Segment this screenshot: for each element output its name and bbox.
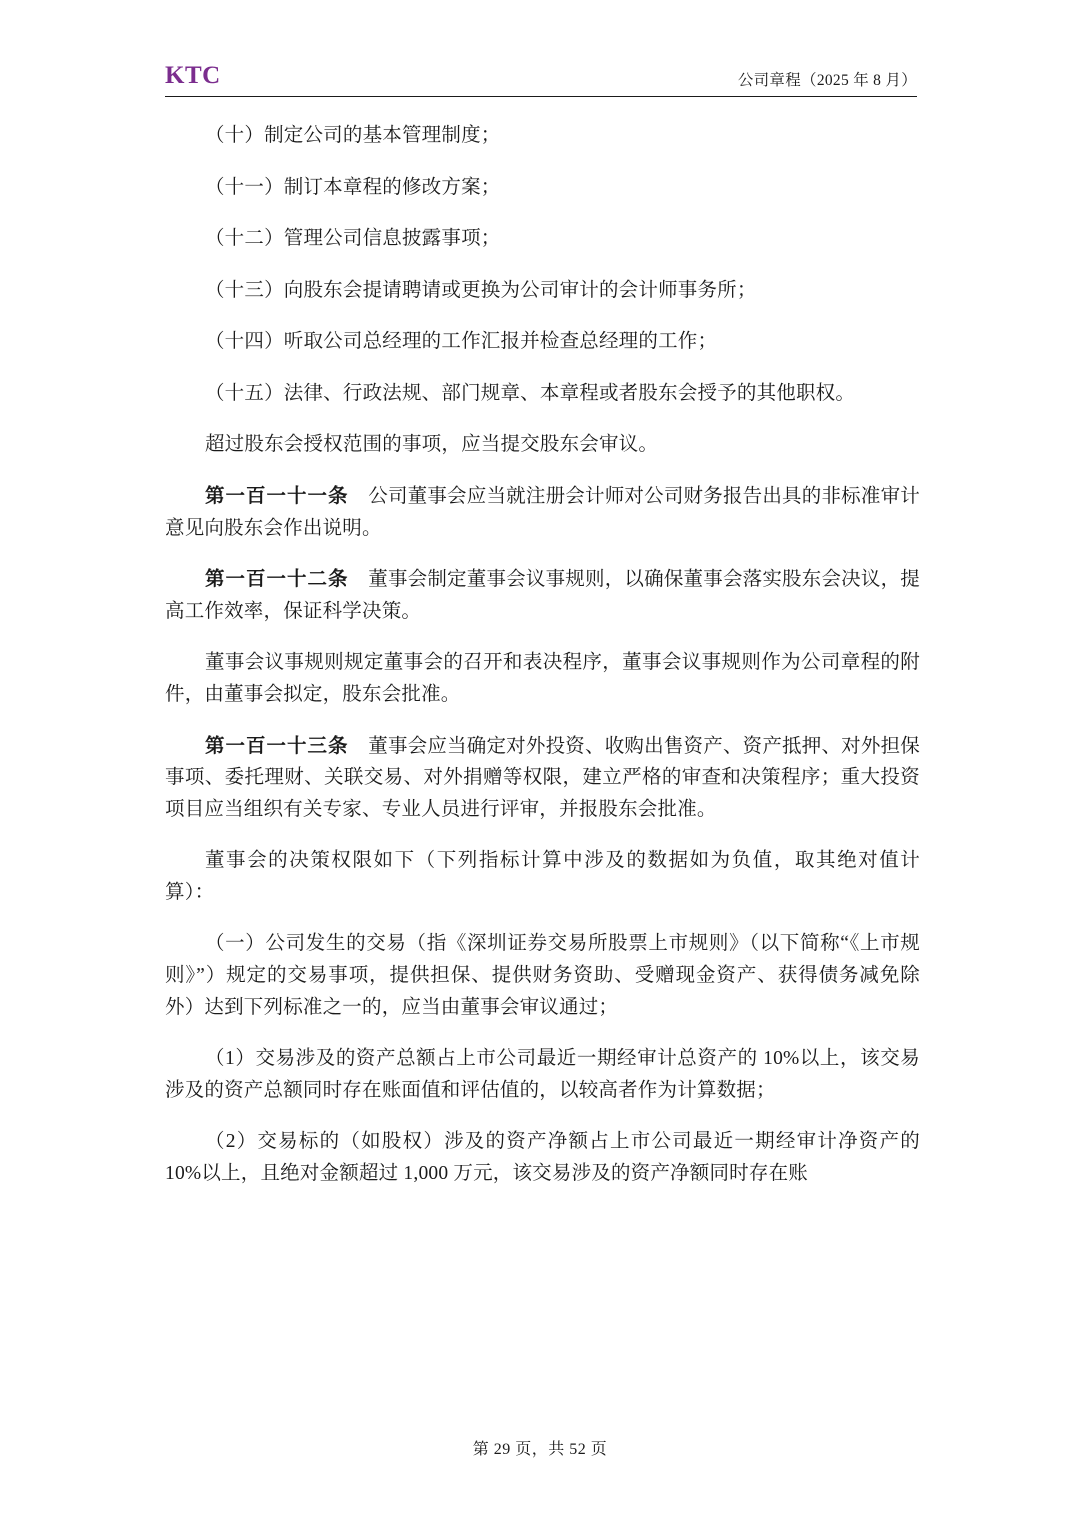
header-doc-title: 公司章程（2025 年 8 月）	[737, 72, 917, 89]
clause-item-1-transactions: （一）公司发生的交易（指《深圳证券交易所股票上市规则》（以下简称“《上市规则》”）规定的交易事项，提供担保、提供财务资助、受赠现金资产、获得债务减免除外）达到下列标准之一的，应当由董事会审议通过；	[165, 933, 920, 1018]
article-112-number: 第一百一十二条	[204, 569, 349, 591]
article-111-text: 公司董事会应当就注册会计师对公司财务报告出具的非标准审计意见向股东会作出说明。	[165, 486, 920, 539]
paragraph-board-rules-attachment: 董事会议事规则规定董事会的召开和表决程序，董事会议事规则作为公司章程的附件，由董事会拟定，股东会批准。	[165, 652, 920, 705]
page-footer: 第 29 页，共 52 页	[472, 1441, 608, 1458]
clause-item-1-2-net-assets: （2）交易标的（如股权）涉及的资产净额占上市公司最近一期经审计净资产的 10%以上，且绝对金额超过 1,000 万元，该交易涉及的资产净额同时存在账	[165, 1131, 920, 1184]
clause-item-15: （十五）法律、行政法规、部门规章、本章程或者股东会授予的其他职权。	[204, 382, 856, 404]
clause-item-11: （十一）制订本章程的修改方案；	[204, 176, 501, 198]
paragraph-board-decision-scope: 董事会的决策权限如下（下列指标计算中涉及的数据如为负值，取其绝对值计算）：	[165, 850, 920, 903]
article-113-number: 第一百一十三条	[204, 735, 349, 757]
article-113	[165, 731, 920, 826]
document-body	[165, 120, 920, 1209]
clause-item-12: （十二）管理公司信息披露事项；	[204, 228, 501, 250]
clause-item-14: （十四）听取公司总经理的工作汇报并检查总经理的工作；	[204, 331, 718, 353]
company-logo-ktc: KTC	[165, 62, 221, 89]
paragraph-authorization-scope: 超过股东会授权范围的事项，应当提交股东会审议。	[204, 434, 659, 456]
page-header	[165, 62, 917, 97]
article-111	[165, 481, 920, 544]
clause-item-13: （十三）向股东会提请聘请或更换为公司审计的会计师事务所；	[204, 279, 757, 301]
article-111-number: 第一百一十一条	[204, 486, 349, 508]
article-113-text: 董事会应当确定对外投资、收购出售资产、资产抵押、对外担保事项、委托理财、关联交易、对外捐赠等权限，建立严格的审查和决策程序；重大投资项目应当组织有关专家、专业人员进行评审，并报股东会批准。	[165, 735, 920, 820]
clause-item-1-1-total-assets: （1）交易涉及的资产总额占上市公司最近一期经审计总资产的 10%以上，该交易涉及的资产总额同时存在账面值和评估值的，以较高者作为计算数据；	[165, 1048, 920, 1101]
article-112	[165, 564, 920, 627]
article-112-text: 董事会制定董事会议事规则，以确保董事会落实股东会决议，提高工作效率，保证科学决策。	[165, 569, 920, 622]
clause-item-10: （十）制定公司的基本管理制度；	[204, 125, 501, 146]
